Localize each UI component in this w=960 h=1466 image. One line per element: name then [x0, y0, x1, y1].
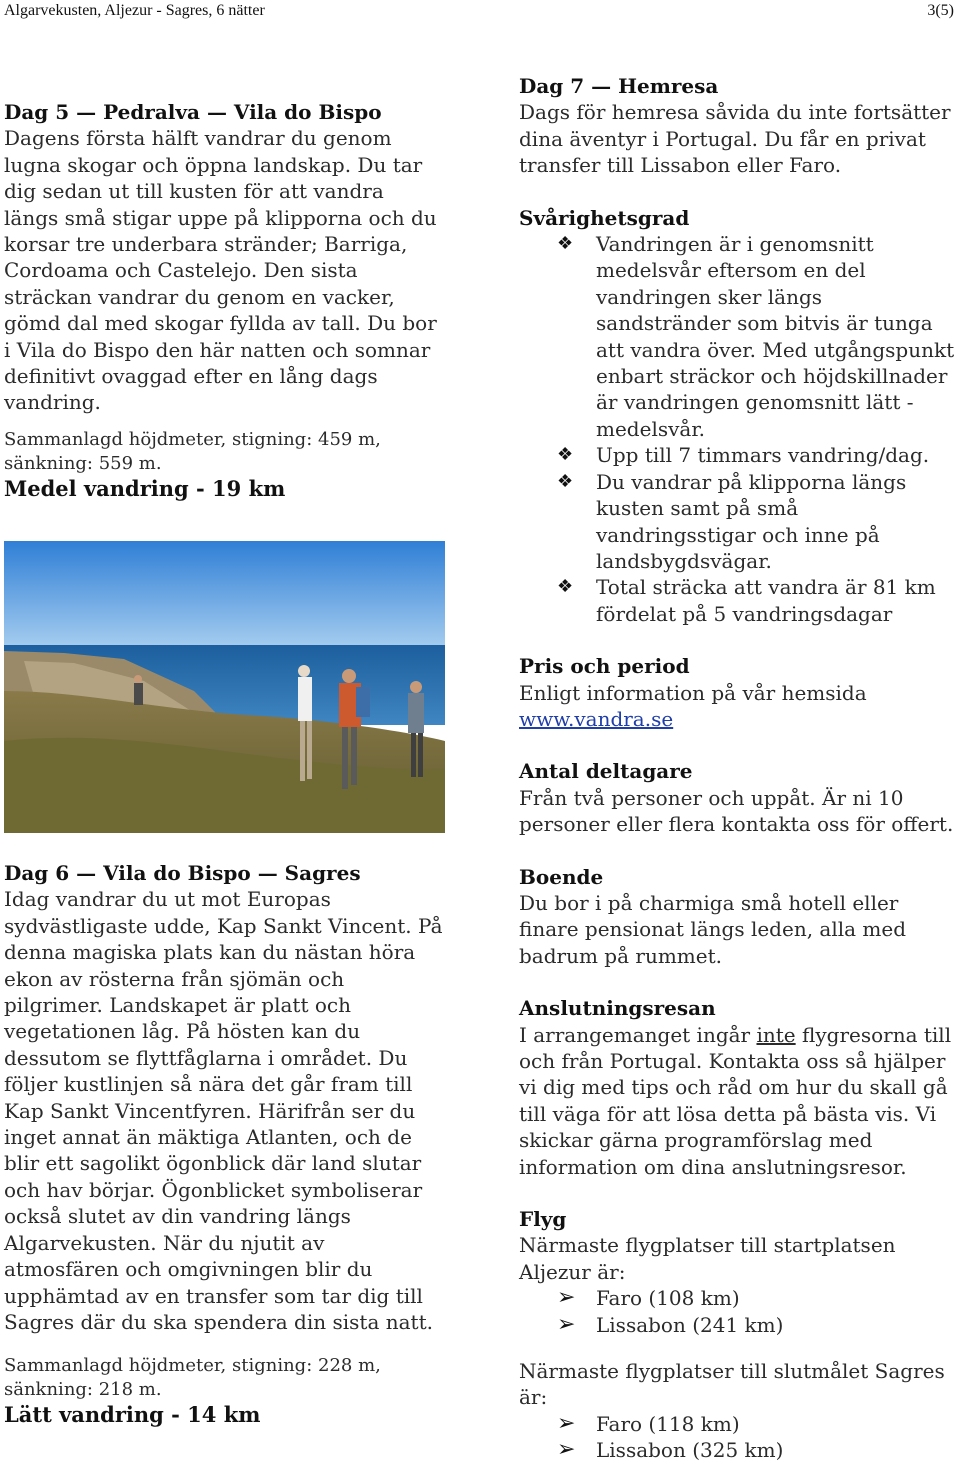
- day5-heading: Dag 5 — Pedralva — Vila do Bispo: [4, 100, 382, 124]
- diamond-bullet-icon: ❖: [557, 576, 574, 598]
- day5-walk: Medel vandring - 19 km: [4, 475, 286, 501]
- day6-body: Idag vandrar du ut mot Europas sydvästligaste udde, Kap Sankt Vincent. På denna magiska plats kan du nästan höra ekon av rösterna från sjömän och pilgrimer. Landskapet är platt och vegetationen låg. På hösten kan du dessutom se flyttfåglarna i området. Du följer kustlinjen så nära det går fram till Kap Sankt Vincentfyren. Härifrån ser du inget annat än mäktiga Atlanten, och de blir ett sagolikt ögonblick där land slutar och hav börjar. Ögonblicket symboliserar också slutet av din vandring längs Algarvekusten. När du njutit av atmosfären och omgivningen blir du upphämtad av en transfer som tar dig till Sagres där du ska spendera din sista natt.: [4, 887, 443, 1334]
- day6-elevation: Sammanlagd höjdmeter, stigning: 228 m, sänkning: 218 m.: [4, 1355, 381, 1401]
- day6-heading: Dag 6 — Vila do Bispo — Sagres: [4, 861, 361, 885]
- flights-end-intro: Närmaste flygplatser till slutmålet Sagres är:: [519, 1359, 945, 1410]
- diamond-bullet-icon: ❖: [557, 470, 574, 492]
- price-heading: Pris och period: [519, 654, 690, 679]
- list-item: ❖ Vandringen är i genomsnitt medelsvår eftersom en del vandringen sker längs sandstränder som bitvis är tunga att vandra över. Med utgångspunkt enbart sträckor och höjdskillnader är vandringen genomsnitt lätt - medelsvår.: [557, 232, 955, 441]
- lodging-body: Du bor i på charmiga små hotell eller finare pensionat längs leden, alla med badrum på rummet.: [519, 890, 907, 968]
- day6-section: [4, 860, 444, 1429]
- list-item: ➢ Lissabon (325 km): [557, 1437, 784, 1463]
- day6-walk: Lätt vandring - 14 km: [4, 1402, 261, 1428]
- difficulty-list: [519, 231, 959, 627]
- participants-heading: Antal deltagare: [519, 759, 693, 784]
- flights-start-intro: Närmaste flygplatser till startplatsen Aljezur är:: [519, 1233, 896, 1284]
- list-item: ❖ Upp till 7 timmars vandring/dag.: [557, 443, 930, 468]
- day7-heading: Dag 7 — Hemresa: [519, 74, 719, 98]
- flights-end-list: [519, 1411, 959, 1464]
- right-column: [519, 73, 959, 1464]
- flights-heading: Flyg: [519, 1207, 567, 1232]
- arrow-bullet-icon: ➢: [557, 1410, 576, 1436]
- hikers-photo: [4, 541, 445, 833]
- diamond-bullet-icon: ❖: [557, 233, 574, 255]
- website-link[interactable]: www.vandra.se: [519, 706, 674, 731]
- day5-section: [4, 99, 444, 502]
- list-item: ➢ Lissabon (241 km): [557, 1311, 784, 1337]
- page-header: [0, 0, 960, 30]
- day5-elevation: Sammanlagd höjdmeter, stigning: 459 m, sänkning: 559 m.: [4, 428, 381, 474]
- diamond-bullet-icon: ❖: [557, 444, 574, 466]
- arrow-bullet-icon: ➢: [557, 1311, 576, 1337]
- day5-body: Dagens första hälft vandrar du genom lugna skogar och öppna landskap. Du tar dig sedan ut till kusten för att vandra längs små stigar uppe på klipporna och du korsar tre underbara stränder; Barriga, Cordoama och Castelejo. Den sista sträckan vandrar du genom en vacker, gömd dal med skogar fyllda av tall. Du bor i Vila do Bispo den här natten och somnar definitivt ovaggad efter en lång dags vandring.: [4, 126, 437, 415]
- list-item: ➢ Faro (108 km): [557, 1285, 740, 1311]
- page-number: 3(5): [927, 2, 954, 19]
- list-item: ❖ Du vandrar på klipporna längs kusten samt på små vandringsstigar och inne på landsbygdsvägar.: [557, 469, 907, 573]
- connection-heading: Anslutningsresan: [519, 996, 716, 1021]
- price-body: Enligt information på vår hemsida: [519, 680, 867, 705]
- arrow-bullet-icon: ➢: [557, 1437, 576, 1463]
- difficulty-heading: Svårighetsgrad: [519, 205, 690, 230]
- arrow-bullet-icon: ➢: [557, 1285, 576, 1311]
- list-item: ➢ Faro (118 km): [557, 1410, 740, 1436]
- lodging-heading: Boende: [519, 864, 604, 889]
- list-item: ❖ Total sträcka att vandra är 81 km fördelat på 5 vandringsdagar: [557, 575, 936, 626]
- participants-body: Från två personer och uppåt. Är ni 10 personer eller flera kontakta oss för offert.: [519, 785, 954, 837]
- document-title: Algarvekusten, Aljezur - Sagres, 6 nätter: [4, 2, 265, 19]
- day7-body: Dags för hemresa såvida du inte fortsätter dina äventyr i Portugal. Du får en privat transfer till Lissabon eller Faro.: [519, 100, 951, 178]
- flights-start-list: [519, 1285, 959, 1338]
- connection-body: I arrangemanget ingår inte flygresorna till och från Portugal. Kontakta oss så hjälper vi dig med tips och råd om hur du skall gå till väga för att lösa detta på bästa vis. Vi skickar gärna programförslag med information om dina anslutningsresor.: [519, 1022, 952, 1179]
